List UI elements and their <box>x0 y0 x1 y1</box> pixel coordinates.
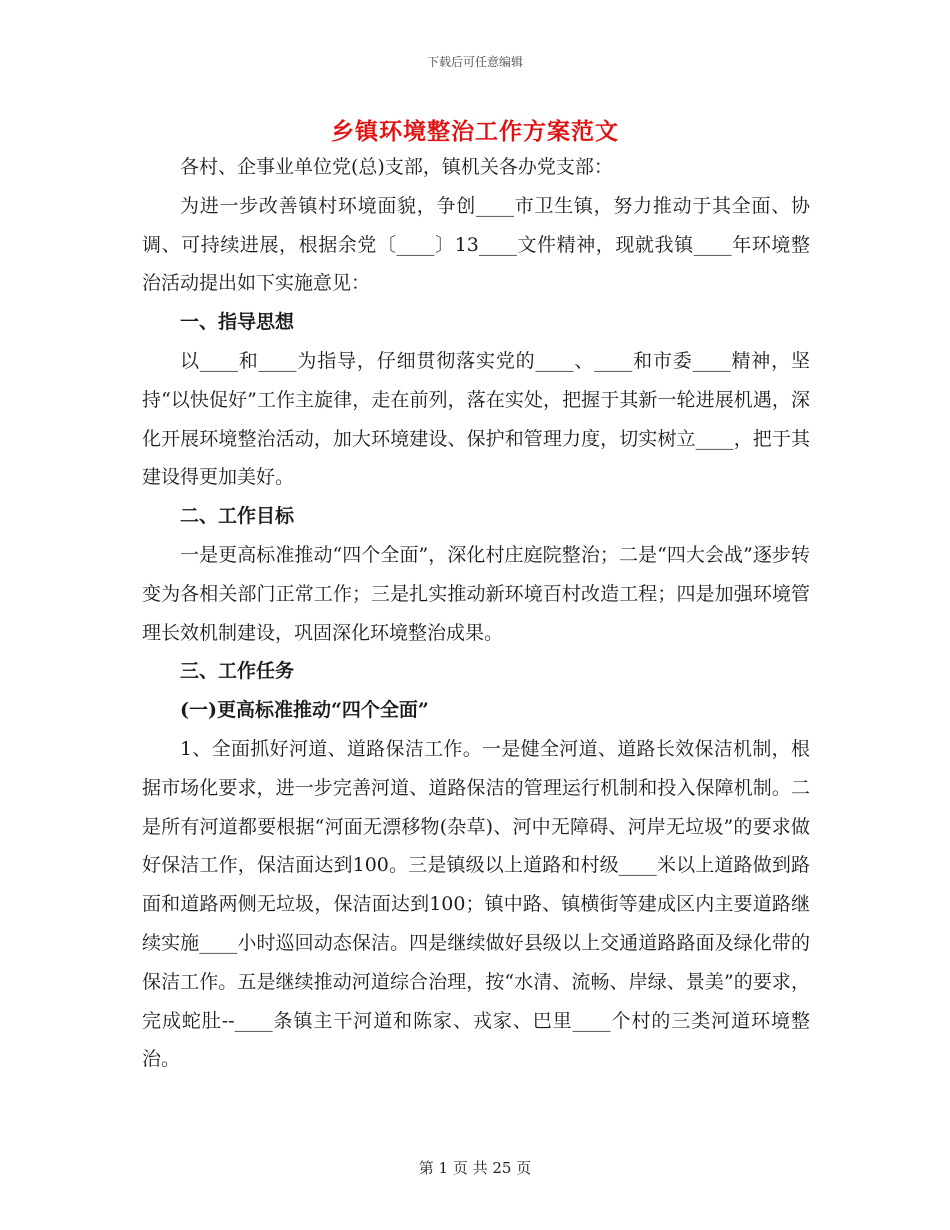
document-title: 乡镇环境整治工作方案范文 <box>331 118 619 145</box>
salutation-paragraph: 各村、企事业单位党(总)支部，镇机关各办党支部： <box>180 156 613 178</box>
work-goals-paragraph: 一是更高标准推动“四个全面”，深化村庄庭院整治；二是“四大会战”逐步转变为各相关部门正常工作；三是扎实推动新环境百村改造工程；四是加强环境管理长效机制建设，巩固深化环境整治成果。 <box>142 543 810 644</box>
section-heading-guiding-ideology: 一、指导思想 <box>180 311 295 334</box>
subsection-heading-four-comprehensive: (一)更高标准推动“四个全面” <box>180 699 429 722</box>
section-heading-work-goals: 二、工作目标 <box>180 505 295 528</box>
page-header-note: 下载后可任意编辑 <box>426 55 523 69</box>
river-road-cleaning-paragraph: 1、全面抓好河道、道路保洁工作。一是健全河道、道路长效保洁机制，根据市场化要求，进一步完善河道、道路保洁的管理运行机制和投入保障机制。二是所有河道都要根据“河面无漂移物(杂草)、河中无障碍、河岸无垃圾”的要求做好保洁工作，保洁面达到100。三是镇级以上道路和村级____米以上道路做到路面和道路两侧无垃圾，保洁面达到100；镇中路、镇横街等建成区内主要道路继续实施____小时巡回动态保洁。四是继续做好县级以上交通道路路面及绿化带的保洁工作。五是继续推动河道综合治理，按“水清、流畅、岸绿、景美”的要求，完成蛇肚--____条镇主干河道和陈家、戎家、巴里____个村的三类河道环境整治。 <box>142 737 810 1071</box>
document-body <box>142 148 810 1079</box>
page-number: 第 1 页 共 25 页 <box>418 1159 532 1177</box>
section-heading-work-tasks: 三、工作任务 <box>180 660 295 683</box>
guiding-ideology-paragraph: 以____和____为指导，仔细贯彻落实党的____、____和市委____精神，坚持“以快促好”工作主旋律，走在前列，落在实处，把握于其新一轮进展机遇，深化开展环境整治活动，加大环境建设、保护和管理力度，切实树立____，把于其建设得更加美好。 <box>142 349 810 489</box>
intro-paragraph: 为进一步改善镇村环境面貌，争创____市卫生镇，努力推动于其全面、协调、可持续进展，根据余党〔____〕13____文件精神，现就我镇____年环境整治活动提出如下实施意见： <box>142 194 810 295</box>
